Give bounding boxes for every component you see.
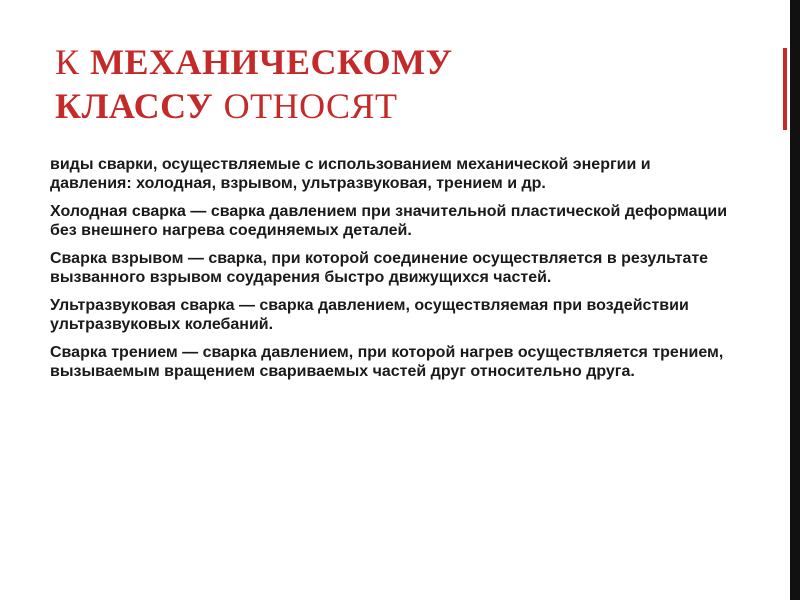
slide-body: [50, 155, 730, 390]
side-accent: [783, 48, 787, 130]
title-word-1: МЕХАНИЧЕСКОМУ: [90, 42, 453, 82]
paragraph: Холодная сварка — сварка давлением при значительной пластической деформации без внешнего нагрева соединяемых деталей.: [50, 203, 728, 239]
paragraph: Сварка трением — сварка давлением, при которой нагрев осуществляется трением, вызываемым вращением свариваемых частей друг относительно друга.: [50, 344, 724, 380]
paragraph: виды сварки, осуществляемые с использованием механической энергии и давления: холодная, взрывом, ультразвуковая, трением и др.: [50, 156, 651, 192]
paragraph: Сварка взрывом — сварка, при которой соединение осуществляется в результате вызванного взрывом соударения быстро движущихся частей.: [50, 250, 709, 286]
title-prefix: К: [55, 42, 80, 82]
title-suffix: ОТНОСЯТ: [223, 86, 398, 126]
title-word-2: КЛАССУ: [55, 86, 214, 126]
side-bar: [790, 0, 800, 600]
slide-title: [55, 40, 715, 128]
paragraph: Ультразвуковая сварка — сварка давлением, осуществляемая при воздействии ультразвуковых колебаний.: [50, 297, 689, 333]
